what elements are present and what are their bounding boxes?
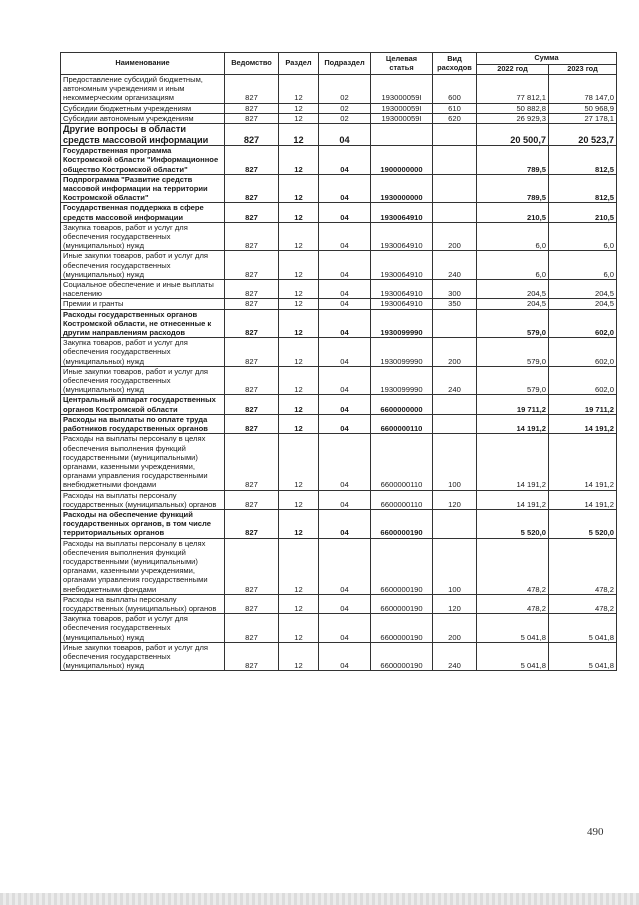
cell-vedomstvo: 827 [225, 113, 279, 123]
cell-sum-2022: 789,5 [477, 174, 549, 203]
table-row [61, 434, 617, 490]
cell-expense-type: 610 [433, 103, 477, 113]
cell-podrazdel: 04 [319, 146, 371, 175]
table-row [61, 222, 617, 251]
cell-vedomstvo: 827 [225, 366, 279, 395]
cell-razdel: 12 [279, 338, 319, 367]
cell-sum-2023: 602,0 [549, 309, 617, 338]
table-row [61, 642, 617, 671]
cell-razdel: 12 [279, 594, 319, 613]
cell-podrazdel: 04 [319, 395, 371, 414]
cell-razdel: 12 [279, 124, 319, 146]
cell-sum-2022: 789,5 [477, 146, 549, 175]
cell-razdel: 12 [279, 75, 319, 104]
cell-name: Подпрограмма "Развитие средств массовой информации на территории Костромской области" [61, 174, 225, 203]
cell-sum-2022: 50 882,8 [477, 103, 549, 113]
cell-expense-type: 200 [433, 222, 477, 251]
cell-target-article: 1930064910 [371, 222, 433, 251]
cell-sum-2022: 478,2 [477, 538, 549, 594]
cell-expense-type [433, 509, 477, 538]
cell-sum-2022: 204,5 [477, 299, 549, 309]
cell-sum-2023: 812,5 [549, 174, 617, 203]
cell-expense-type: 350 [433, 299, 477, 309]
cell-sum-2023: 6,0 [549, 222, 617, 251]
cell-razdel: 12 [279, 309, 319, 338]
cell-podrazdel: 04 [319, 414, 371, 433]
cell-sum-2022: 19 711,2 [477, 395, 549, 414]
cell-vedomstvo: 827 [225, 614, 279, 643]
cell-expense-type [433, 146, 477, 175]
cell-target-article: 6600000110 [371, 490, 433, 509]
header-razdel: Раздел [279, 53, 319, 75]
cell-sum-2023: 19 711,2 [549, 395, 617, 414]
cell-expense-type: 600 [433, 75, 477, 104]
cell-vedomstvo: 827 [225, 414, 279, 433]
cell-sum-2022: 478,2 [477, 594, 549, 613]
cell-podrazdel: 04 [319, 338, 371, 367]
header-summa: Сумма [477, 53, 617, 65]
cell-name: Другие вопросы в области средств массовой информации [61, 124, 225, 146]
cell-razdel: 12 [279, 280, 319, 299]
table-row [61, 75, 617, 104]
cell-sum-2023: 602,0 [549, 338, 617, 367]
cell-sum-2023: 27 178,1 [549, 113, 617, 123]
cell-vedomstvo: 827 [225, 490, 279, 509]
table-row [61, 203, 617, 222]
cell-name: Иные закупки товаров, работ и услуг для обеспечения государственных (муниципальных) нужд [61, 366, 225, 395]
cell-name: Премии и гранты [61, 299, 225, 309]
cell-name: Государственная программа Костромской области "Информационное общество Костромской области" [61, 146, 225, 175]
cell-target-article: 1930099990 [371, 366, 433, 395]
cell-sum-2022: 579,0 [477, 309, 549, 338]
cell-expense-type [433, 309, 477, 338]
budget-table [60, 52, 617, 671]
cell-sum-2022: 5 520,0 [477, 509, 549, 538]
cell-name: Субсидии бюджетным учреждениям [61, 103, 225, 113]
cell-target-article: 193000059I [371, 103, 433, 113]
cell-sum-2022: 6,0 [477, 222, 549, 251]
cell-sum-2023: 14 191,2 [549, 434, 617, 490]
cell-sum-2022: 579,0 [477, 366, 549, 395]
cell-expense-type: 200 [433, 614, 477, 643]
cell-target-article: 6600000000 [371, 395, 433, 414]
cell-vedomstvo: 827 [225, 251, 279, 280]
cell-vedomstvo: 827 [225, 222, 279, 251]
table-row [61, 538, 617, 594]
header-podrazdel: Подраздел [319, 53, 371, 75]
cell-sum-2023: 478,2 [549, 594, 617, 613]
table-row [61, 146, 617, 175]
header-year-2023: 2023 год [549, 65, 617, 75]
table-body [61, 75, 617, 671]
cell-podrazdel: 04 [319, 251, 371, 280]
cell-target-article: 193000059I [371, 113, 433, 123]
header-target-article: Целевая статья [371, 53, 433, 75]
cell-sum-2023: 78 147,0 [549, 75, 617, 104]
cell-target-article: 1930064910 [371, 280, 433, 299]
cell-sum-2022: 14 191,2 [477, 490, 549, 509]
cell-podrazdel: 04 [319, 299, 371, 309]
cell-name: Иные закупки товаров, работ и услуг для обеспечения государственных (муниципальных) нужд [61, 642, 225, 671]
table-row [61, 395, 617, 414]
cell-sum-2023: 50 968,9 [549, 103, 617, 113]
cell-sum-2023: 5 520,0 [549, 509, 617, 538]
cell-expense-type [433, 395, 477, 414]
cell-sum-2022: 579,0 [477, 338, 549, 367]
table-row [61, 103, 617, 113]
header-expense-type: Вид расходов [433, 53, 477, 75]
cell-target-article: 1900000000 [371, 146, 433, 175]
cell-vedomstvo: 827 [225, 594, 279, 613]
table-row [61, 594, 617, 613]
cell-sum-2022: 26 929,3 [477, 113, 549, 123]
cell-razdel: 12 [279, 434, 319, 490]
table-row [61, 614, 617, 643]
table-row [61, 509, 617, 538]
cell-sum-2023: 204,5 [549, 280, 617, 299]
header-year-2022: 2022 год [477, 65, 549, 75]
cell-podrazdel: 04 [319, 280, 371, 299]
table-row [61, 338, 617, 367]
cell-name: Расходы на выплаты персоналу в целях обеспечения выполнения функций государственными (муниципальными) органами, казенными учреждениями, органами управления государственными внебюджетными фондами [61, 434, 225, 490]
cell-expense-type [433, 174, 477, 203]
cell-sum-2022: 6,0 [477, 251, 549, 280]
cell-vedomstvo: 827 [225, 124, 279, 146]
cell-sum-2022: 14 191,2 [477, 434, 549, 490]
cell-vedomstvo: 827 [225, 538, 279, 594]
cell-sum-2023: 210,5 [549, 203, 617, 222]
cell-sum-2023: 5 041,8 [549, 614, 617, 643]
table-row [61, 174, 617, 203]
cell-podrazdel: 04 [319, 642, 371, 671]
table-row [61, 280, 617, 299]
cell-podrazdel: 04 [319, 222, 371, 251]
cell-podrazdel: 04 [319, 509, 371, 538]
cell-podrazdel: 04 [319, 594, 371, 613]
cell-vedomstvo: 827 [225, 174, 279, 203]
cell-razdel: 12 [279, 509, 319, 538]
cell-sum-2023: 20 523,7 [549, 124, 617, 146]
cell-podrazdel: 04 [319, 203, 371, 222]
cell-vedomstvo: 827 [225, 338, 279, 367]
header-name: Наименование [61, 53, 225, 75]
cell-name: Расходы на выплаты по оплате труда работников государственных органов [61, 414, 225, 433]
cell-name: Расходы государственных органов Костромской области, не отнесенные к другим направлениям расходов [61, 309, 225, 338]
cell-podrazdel: 02 [319, 113, 371, 123]
cell-vedomstvo: 827 [225, 309, 279, 338]
cell-sum-2022: 5 041,8 [477, 614, 549, 643]
cell-razdel: 12 [279, 538, 319, 594]
cell-expense-type: 300 [433, 280, 477, 299]
cell-name: Предоставление субсидий бюджетным, автономным учреждениям и иным некоммерческим организациям [61, 75, 225, 104]
cell-razdel: 12 [279, 203, 319, 222]
cell-sum-2023: 204,5 [549, 299, 617, 309]
cell-sum-2023: 6,0 [549, 251, 617, 280]
cell-razdel: 12 [279, 251, 319, 280]
cell-vedomstvo: 827 [225, 395, 279, 414]
cell-sum-2022: 77 812,1 [477, 75, 549, 104]
scan-bottom-edge [0, 893, 639, 905]
cell-razdel: 12 [279, 642, 319, 671]
cell-target-article: 6600000190 [371, 594, 433, 613]
cell-vedomstvo: 827 [225, 203, 279, 222]
header-row [61, 53, 617, 65]
cell-expense-type: 240 [433, 366, 477, 395]
cell-expense-type: 100 [433, 538, 477, 594]
table-row [61, 366, 617, 395]
cell-name: Расходы на выплаты персоналу государственных (муниципальных) органов [61, 594, 225, 613]
table-row [61, 490, 617, 509]
cell-vedomstvo: 827 [225, 103, 279, 113]
cell-target-article: 1930099990 [371, 309, 433, 338]
cell-name: Расходы на выплаты персоналу государственных (муниципальных) органов [61, 490, 225, 509]
cell-sum-2023: 14 191,2 [549, 490, 617, 509]
cell-target-article: 6600000110 [371, 414, 433, 433]
cell-name: Расходы на обеспечение функций государственных органов, в том числе территориальных органов [61, 509, 225, 538]
cell-sum-2022: 210,5 [477, 203, 549, 222]
table-row [61, 251, 617, 280]
table-row [61, 113, 617, 123]
cell-expense-type [433, 124, 477, 146]
cell-vedomstvo: 827 [225, 642, 279, 671]
cell-expense-type [433, 414, 477, 433]
cell-target-article: 1930099990 [371, 338, 433, 367]
cell-razdel: 12 [279, 490, 319, 509]
cell-sum-2023: 812,5 [549, 146, 617, 175]
cell-razdel: 12 [279, 395, 319, 414]
cell-target-article [371, 124, 433, 146]
header-vedomstvo: Ведомство [225, 53, 279, 75]
cell-target-article: 6600000190 [371, 614, 433, 643]
cell-name: Центральный аппарат государственных органов Костромской области [61, 395, 225, 414]
cell-razdel: 12 [279, 614, 319, 643]
cell-razdel: 12 [279, 113, 319, 123]
cell-podrazdel: 04 [319, 174, 371, 203]
cell-razdel: 12 [279, 103, 319, 113]
page-number: 490 [587, 826, 604, 838]
table-row [61, 309, 617, 338]
cell-name: Иные закупки товаров, работ и услуг для обеспечения государственных (муниципальных) нужд [61, 251, 225, 280]
cell-podrazdel: 02 [319, 75, 371, 104]
cell-expense-type: 620 [433, 113, 477, 123]
cell-target-article: 6600000190 [371, 642, 433, 671]
cell-expense-type: 200 [433, 338, 477, 367]
cell-expense-type: 100 [433, 434, 477, 490]
cell-vedomstvo: 827 [225, 75, 279, 104]
cell-razdel: 12 [279, 174, 319, 203]
cell-sum-2022: 204,5 [477, 280, 549, 299]
cell-expense-type: 120 [433, 594, 477, 613]
cell-sum-2023: 602,0 [549, 366, 617, 395]
cell-name: Закупка товаров, работ и услуг для обеспечения государственных (муниципальных) нужд [61, 338, 225, 367]
cell-sum-2023: 478,2 [549, 538, 617, 594]
cell-target-article: 1930064910 [371, 203, 433, 222]
cell-razdel: 12 [279, 222, 319, 251]
cell-sum-2022: 14 191,2 [477, 414, 549, 433]
cell-vedomstvo: 827 [225, 146, 279, 175]
cell-name: Закупка товаров, работ и услуг для обеспечения государственных (муниципальных) нужд [61, 222, 225, 251]
cell-podrazdel: 04 [319, 124, 371, 146]
cell-target-article: 1930064910 [371, 251, 433, 280]
cell-expense-type: 240 [433, 642, 477, 671]
cell-podrazdel: 04 [319, 614, 371, 643]
cell-podrazdel: 02 [319, 103, 371, 113]
cell-vedomstvo: 827 [225, 509, 279, 538]
cell-name: Субсидии автономным учреждениям [61, 113, 225, 123]
cell-name: Расходы на выплаты персоналу в целях обеспечения выполнения функций государственными (муниципальными) органами, казенными учреждениями, органами управления государственными внебюджетными фондами [61, 538, 225, 594]
cell-razdel: 12 [279, 299, 319, 309]
cell-podrazdel: 04 [319, 309, 371, 338]
cell-vedomstvo: 827 [225, 299, 279, 309]
cell-sum-2023: 5 041,8 [549, 642, 617, 671]
cell-expense-type [433, 203, 477, 222]
cell-razdel: 12 [279, 414, 319, 433]
cell-sum-2022: 20 500,7 [477, 124, 549, 146]
cell-name: Социальное обеспечение и иные выплаты населению [61, 280, 225, 299]
cell-target-article: 6600000190 [371, 509, 433, 538]
cell-target-article: 1930000000 [371, 174, 433, 203]
cell-podrazdel: 04 [319, 538, 371, 594]
cell-name: Государственная поддержка в сфере средств массовой информации [61, 203, 225, 222]
cell-expense-type: 240 [433, 251, 477, 280]
cell-podrazdel: 04 [319, 366, 371, 395]
cell-podrazdel: 04 [319, 434, 371, 490]
cell-vedomstvo: 827 [225, 434, 279, 490]
cell-sum-2022: 5 041,8 [477, 642, 549, 671]
cell-podrazdel: 04 [319, 490, 371, 509]
cell-target-article: 6600000190 [371, 538, 433, 594]
table-row [61, 299, 617, 309]
cell-target-article: 1930064910 [371, 299, 433, 309]
cell-target-article: 6600000110 [371, 434, 433, 490]
cell-name: Закупка товаров, работ и услуг для обеспечения государственных (муниципальных) нужд [61, 614, 225, 643]
table-row [61, 414, 617, 433]
cell-razdel: 12 [279, 366, 319, 395]
cell-expense-type: 120 [433, 490, 477, 509]
cell-target-article: 193000059I [371, 75, 433, 104]
cell-sum-2023: 14 191,2 [549, 414, 617, 433]
table-row [61, 124, 617, 146]
cell-vedomstvo: 827 [225, 280, 279, 299]
cell-razdel: 12 [279, 146, 319, 175]
